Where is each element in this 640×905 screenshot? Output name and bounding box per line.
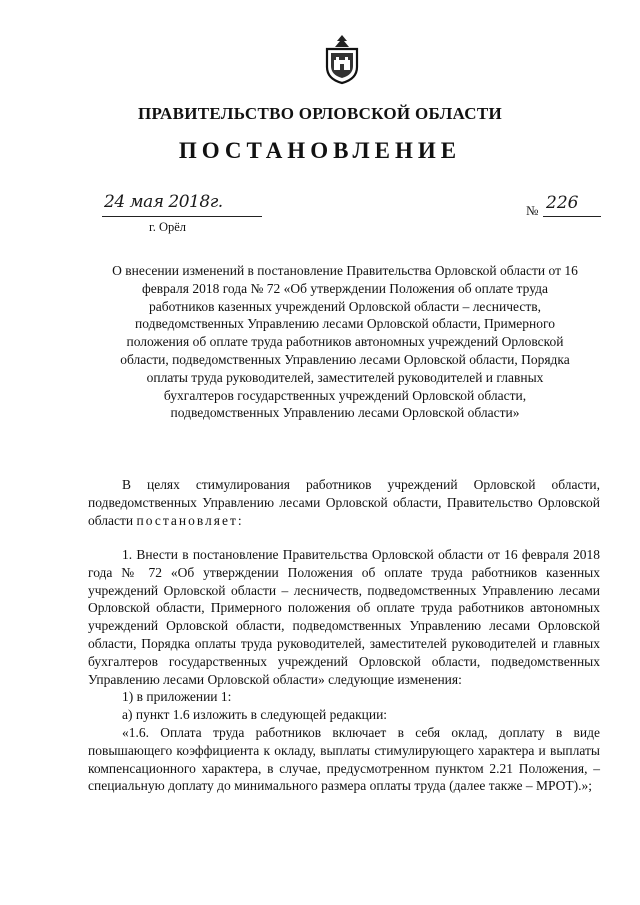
- handwritten-number: 226: [546, 193, 579, 213]
- coat-of-arms-icon: [321, 33, 363, 85]
- clause-1-sub-a: а) пункт 1.6 изложить в следующей редакции:: [122, 707, 388, 723]
- number-label: №: [526, 203, 539, 218]
- city-name: г. Орёл: [149, 220, 187, 234]
- preamble-text: В целях стимулирования работников учреждений Орловской области, подведомственных Управлению лесами Орловской области, Правительство Орловской области: [88, 477, 600, 528]
- preamble-keyword: постановляет:: [136, 512, 244, 528]
- document-type-title: ПОСТАНОВЛЕНИЕ: [178, 138, 462, 163]
- clause-1-intro: 1. Внести в постановление Правительства Орловской области от 16 февраля 2018 года № 72 «Об утверждении Положения об оплате труда работников казенных учреждений Орловской области – лесничеств, подведомственных Управлению лесами Орловской области, Примерного положения об оплате труда работников автономных учреждений Орловской области, подведомственных Управлению лесами Орловской области, Порядка оплаты труда руководителей, заместителей руководителей и главных бухгалтеров государственных учреждений Орловской области, подведомственных Управлению лесами Орловской области» следующие изменения:: [88, 547, 600, 687]
- clause-1: [88, 546, 600, 795]
- preamble: [88, 476, 600, 529]
- clause-1-quote: «1.6. Оплата труда работников включает в себя оклад, доплату в виде повышающего коэффициента к окладу, выплаты стимулирующего характера и выплаты компенсационного характера, в случае, предусмотренном пунктом 2.21 Положения, – специальную доплату до минимального размера оплаты труда (далее также – МРОТ).»;: [88, 724, 600, 794]
- handwritten-date: 24 мая 2018г.: [104, 192, 223, 212]
- government-title: ПРАВИТЕЛЬСТВО ОРЛОВСКОЙ ОБЛАСТИ: [137, 104, 503, 123]
- document-subject: О внесении изменений в постановление Правительства Орловской области от 16 февраля 2018 года № 72 «Об утверждении Положения об оплате труда работников казенных учреждений Орловской области – лесничеств, подведомственных Управлению лесами Орловской области, Примерного положения об оплате труда работников автономных учреждений Орловской области, подведомственных Управлению лесами Орловской области, Порядка оплаты труда руководителей, заместителей руководителей и главных бухгалтеров государственных учреждений Орловской области, подведомственных Управлению лесами Орловской области»: [112, 263, 578, 421]
- clause-1-sub-1: 1) в приложении 1:: [122, 689, 232, 705]
